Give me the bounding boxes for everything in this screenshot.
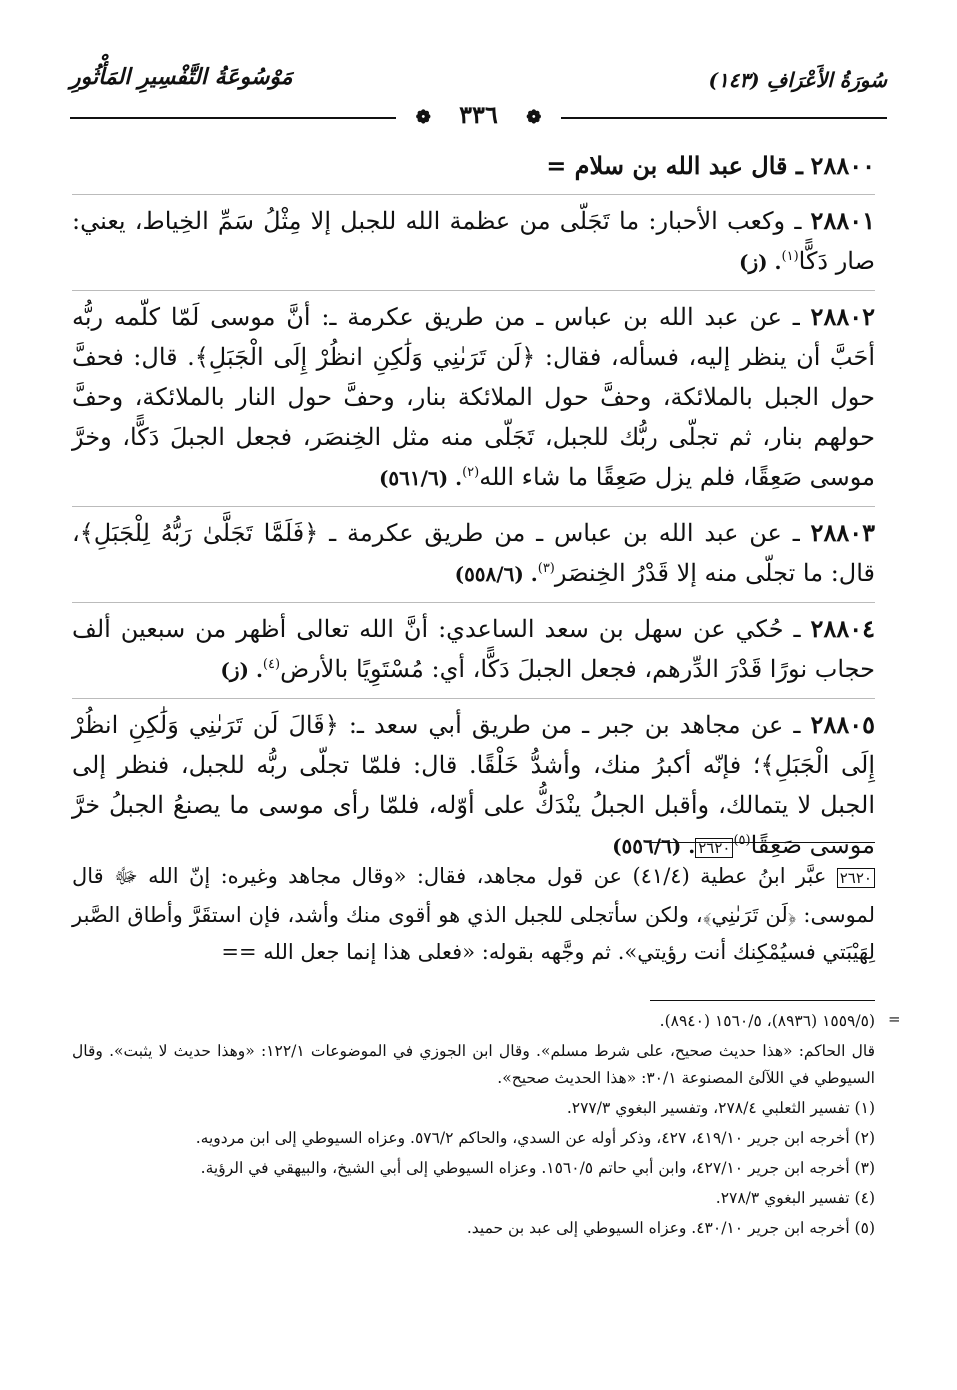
ornament-icon: ❁ bbox=[516, 107, 551, 128]
source-ref: . (ز) bbox=[220, 658, 263, 682]
page-header bbox=[70, 62, 887, 132]
entry-number: ٢٨٨٠١ bbox=[810, 206, 875, 235]
footnote: (١) تفسير الثعلبي ٢٧٨/٤، وتفسير البغوي ٢٧٧/٣. bbox=[566, 1099, 875, 1117]
footnote-marker: (٢) bbox=[462, 465, 480, 480]
footnote: (٥) أخرجه ابن جرير ٤٣٠/١٠. وعزاه السيوطي إلى عبد بن حميد. bbox=[466, 1219, 875, 1237]
note-text: عبَّر ابنُ عطية (٤١/٤) عن قول مجاهد، فقال: «وقال مجاهد وغيره: إنّ الله ﷻ قال لموسى: ﴿لَن تَرَىٰنِي﴾، ولكن سأتجلى للجبل الذي هو أقوى منك وأشد، فإن استقَرَّ وأطاق الصَّبر لِهَيْبَتي فسيُمْكِنك أنت رؤيتي». ثم وجَّهه بقوله: «فعلى هذا إنما جعل الله == bbox=[72, 864, 875, 964]
entry-text: ـ عن مجاهد بن جبر ـ من طريق أبي سعد ـ: ﴿قَالَ لَن تَرَىٰنِي وَلَٰكِنِ انظُرْ إِلَى الْجَبَلِ﴾؛ فإنّه أكبرُ منك، وأشدُّ خَلْقًا. قال: فلمّا تجلّى ربُّه للجبل، فنظر إلى الجبل لا يتمالك، وأقبل الجبلُ ينْدَكُّ على أوّله، فلمّا رأى موسى ما يصنعُ الجبلُ خرَّ موسى صَعِقًا bbox=[72, 711, 875, 859]
footnote: (١٥٥٩/٥ (٨٩٣٦)، ١٥٦٠/٥ (٨٩٤٠). bbox=[659, 1012, 875, 1030]
source-ref: . (٥٥٦/٦) bbox=[612, 834, 696, 858]
note-box-marker: ٢٦٢٠ bbox=[695, 838, 733, 858]
surah-title: سُورَةُ الأَعْرَافِ (١٤٣) bbox=[708, 68, 887, 92]
note-separator bbox=[650, 842, 875, 843]
book-title: مَوْسُوعَةُ التَّفْسِيرِ المَأْثُورِ bbox=[70, 64, 293, 90]
hadith-entry bbox=[72, 195, 875, 291]
entry-text: ـ حُكي عن سهل بن سعد الساعدي: أنَّ الله تعالى أظهر من سبعين ألف حجاب نورًا قَدْرَ الدِّرهم، فجعل الجبلَ دَكًّا، أي: مُسْتَوِيًا بالأرض bbox=[72, 615, 875, 683]
note-box-marker: ٢٦٢٠ bbox=[837, 868, 875, 888]
footnote-marker: (١) bbox=[781, 249, 799, 264]
footnotes bbox=[72, 1008, 875, 1245]
entry-text: ـ قال عبد الله بن سلام = bbox=[546, 151, 803, 180]
entry-text: ـ عن عبد الله بن عباس ـ من طريق عكرمة ـ ﴿فَلَمَّا تَجَلَّىٰ رَبُّهُ لِلْجَبَلِ﴾، قال: ما تجلّى منه إلا قَدْرُ الخِنصَر bbox=[72, 519, 875, 587]
entry-number: ٢٨٨٠٠ bbox=[810, 151, 875, 180]
hadith-entry bbox=[72, 699, 875, 876]
hadith-entry bbox=[72, 507, 875, 603]
footnote-separator bbox=[650, 1000, 875, 1001]
footnote: (٤) تفسير البغوي ٢٧٨/٣. bbox=[715, 1189, 875, 1207]
hadith-entry bbox=[72, 291, 875, 507]
entry-number: ٢٨٨٠٣ bbox=[810, 518, 875, 547]
hadith-entry bbox=[72, 140, 875, 195]
source-ref: . (ز) bbox=[739, 250, 782, 274]
entry-text: ـ عن عبد الله بن عباس ـ من طريق عكرمة ـ: أنَّ موسى لَمّا كلّمه ربُّه أحَبَّ أن ينظر إليه، فسأله، فقال: ﴿لَن تَرَىٰنِي وَلَٰكِنِ انظُرْ إِلَى الْجَبَلِ﴾. قال: فحفَّ حول الجبل بالملائكة، وحفَّ حول الملائكة بنار، وحفَّ حول النار بالملائكة، وحفَّ حولهم بنار، ثم تجلّى ربُّك للجبل، تَجَلّى منه مثل الخِنصَر، فجعل الجبلَ دَكًّا، وخرَّ موسى صَعِقًا، فلم يزل صَعِقًا ما شاء الله bbox=[72, 303, 875, 491]
footnote-marker: (٣) bbox=[537, 561, 555, 576]
footnote-marker: (٥) bbox=[733, 833, 751, 848]
hadith-entry bbox=[72, 603, 875, 699]
continuation-mark: = bbox=[888, 1010, 901, 1028]
page-number-wrap bbox=[70, 100, 887, 129]
footnote: قال الحاكم: «هذا حديث صحيح، على شرط مسلم». وقال ابن الجوزي في الموضوعات ١٢٢/١: «وهذا حديث لا يثبت». وقال السيوطي في اللآلئ المصنوعة ٣٠/١: «هذا الحديث صحيح». bbox=[72, 1042, 875, 1087]
footnote: (٢) أخرجه ابن جرير ٤١٩/١٠، ٤٢٧، وذكر أوله عن السدي، والحاكم ٥٧٦/٢. وعزاه السيوطي إلى ابن مردويه. bbox=[195, 1129, 875, 1147]
commentary-note bbox=[72, 858, 875, 971]
footnote: (٣) أخرجه ابن جرير ٤٢٧/١٠، وابن أبي حاتم ١٥٦٠/٥. وعزاه السيوطي إلى أبي الشيخ، والبيهقي في الرؤية. bbox=[200, 1159, 875, 1177]
entry-number: ٢٨٨٠٤ bbox=[810, 614, 875, 643]
page-number: ٣٣٦ bbox=[449, 100, 508, 129]
entry-number: ٢٨٨٠٥ bbox=[810, 710, 875, 739]
footnote-marker: (٤) bbox=[262, 657, 281, 672]
ornament-icon: ❁ bbox=[406, 107, 441, 128]
source-ref: . (٥٥٨/٦) bbox=[454, 562, 538, 586]
entry-number: ٢٨٨٠٢ bbox=[810, 302, 875, 331]
source-ref: . (٥٦١/٦) bbox=[378, 466, 463, 490]
entry-text: ـ وكعب الأحبار: ما تَجَلّى من عظمة الله للجبل إلا مِثْلُ سَمِّ الخِياط، يعني: صار دَكًّا bbox=[72, 207, 875, 275]
main-text bbox=[72, 140, 875, 876]
